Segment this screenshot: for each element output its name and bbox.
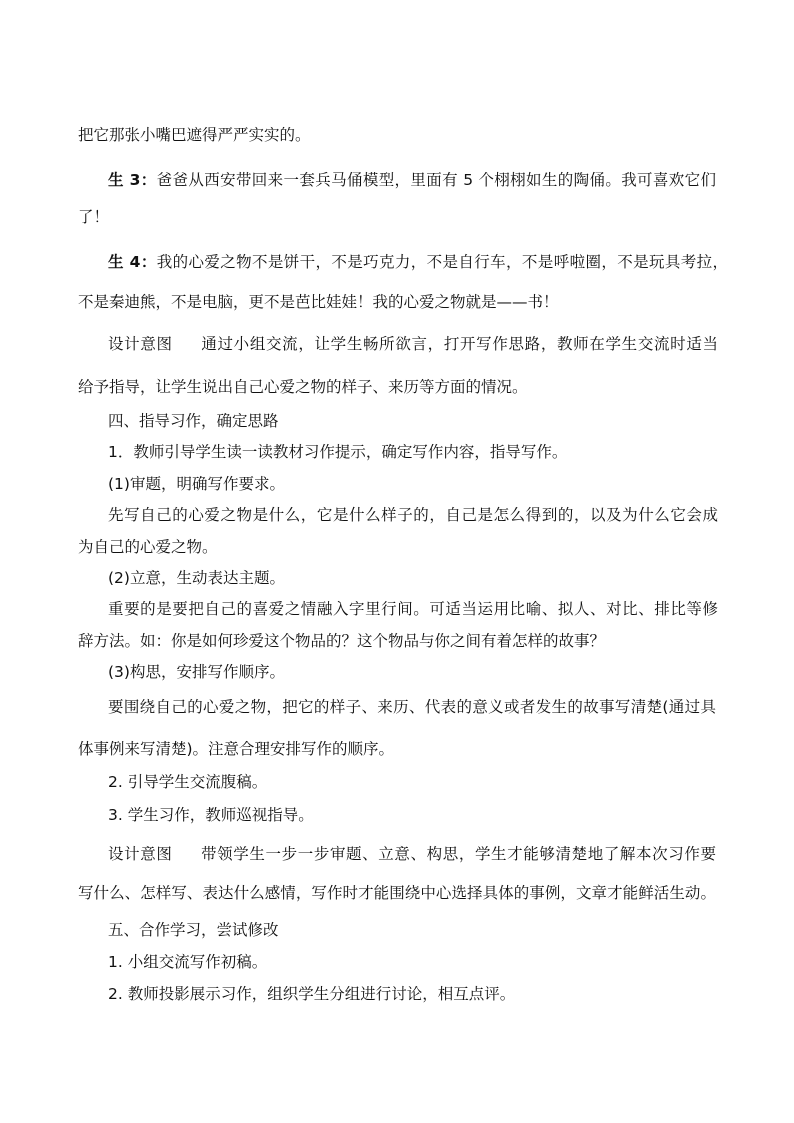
design-intent-label: 设计意图 <box>108 845 173 863</box>
paragraph-line: 辞方法。如：你是如何珍爱这个物品的？这个物品与你之间有着怎样的故事？ <box>78 632 606 650</box>
paragraph-line: 重要的是要把自己的喜爱之情融入字里行间。可适当运用比喻、拟人、对比、排比等修 <box>108 600 718 618</box>
design-intent-2-continued: 写什么、怎样写、表达什么感情，写作时才能围绕中心选择具体的事例，文章才能鲜活生动。 <box>78 884 716 902</box>
design-intent-text: 带领学生一步一步审题、立意、构思，学生才能够清楚地了解本次习作要 <box>200 845 716 863</box>
paragraph-line: 为自己的心爱之物。 <box>78 538 218 556</box>
paragraph-line: 先写自己的心爱之物是什么，它是什么样子的，自己是怎么得到的，以及为什么它会成 <box>108 506 718 524</box>
list-item: 1. 小组交流写作初稿。 <box>108 953 268 971</box>
student-text: 爸爸从西安带回来一套兵马俑模型，里面有 5 个栩栩如生的陶俑。我可喜欢它们 <box>156 171 717 189</box>
design-intent-1-continued: 给予指导，让学生说出自己心爱之物的样子、来历等方面的情况。 <box>78 378 528 396</box>
list-item: 2. 教师投影展示习作，组织学生分组进行讨论，相互点评。 <box>108 985 516 1003</box>
student4-line-continued: 不是秦迪熊，不是电脑，更不是芭比娃娃！我的心爱之物就是——书！ <box>78 293 559 311</box>
student3-line-continued: 了！ <box>78 208 110 226</box>
design-intent-1 <box>108 334 718 354</box>
design-intent-label: 设计意图 <box>108 335 173 353</box>
student-text: 我的心爱之物不是饼干，不是巧克力，不是自行车，不是呼啦圈，不是玩具考拉， <box>156 253 728 271</box>
sub-heading: (3)构思，安排写作顺序。 <box>108 663 285 681</box>
sub-heading: (2)立意，生动表达主题。 <box>108 569 285 587</box>
section-heading-5: 五、合作学习，尝试修改 <box>108 921 279 939</box>
design-intent-2 <box>108 844 716 864</box>
list-item: 1．教师引导学生读一读教材习作提示，确定写作内容，指导写作。 <box>108 443 568 461</box>
student4-line <box>108 252 728 272</box>
list-item: 2. 引导学生交流腹稿。 <box>108 773 268 791</box>
paragraph-line: 要围绕自己的心爱之物，把它的样子、来历、代表的意义或者发生的故事写清楚(通过具 <box>108 698 716 716</box>
paragraph-line: 体事例来写清楚)。注意合理安排写作的顺序。 <box>78 740 395 758</box>
student-label: 生 3： <box>108 171 157 189</box>
paragraph-line: 把它那张小嘴巴遮得严严实实的。 <box>78 126 311 144</box>
design-intent-text: 通过小组交流，让学生畅所欲言，打开写作思路，教师在学生交流时适当 <box>200 335 718 353</box>
student-label: 生 4： <box>108 253 157 271</box>
section-heading-4: 四、指导习作，确定思路 <box>108 412 279 430</box>
sub-heading: (1)审题，明确写作要求。 <box>108 475 285 493</box>
list-item: 3. 学生习作，教师巡视指导。 <box>108 806 314 824</box>
student3-line <box>108 170 716 190</box>
